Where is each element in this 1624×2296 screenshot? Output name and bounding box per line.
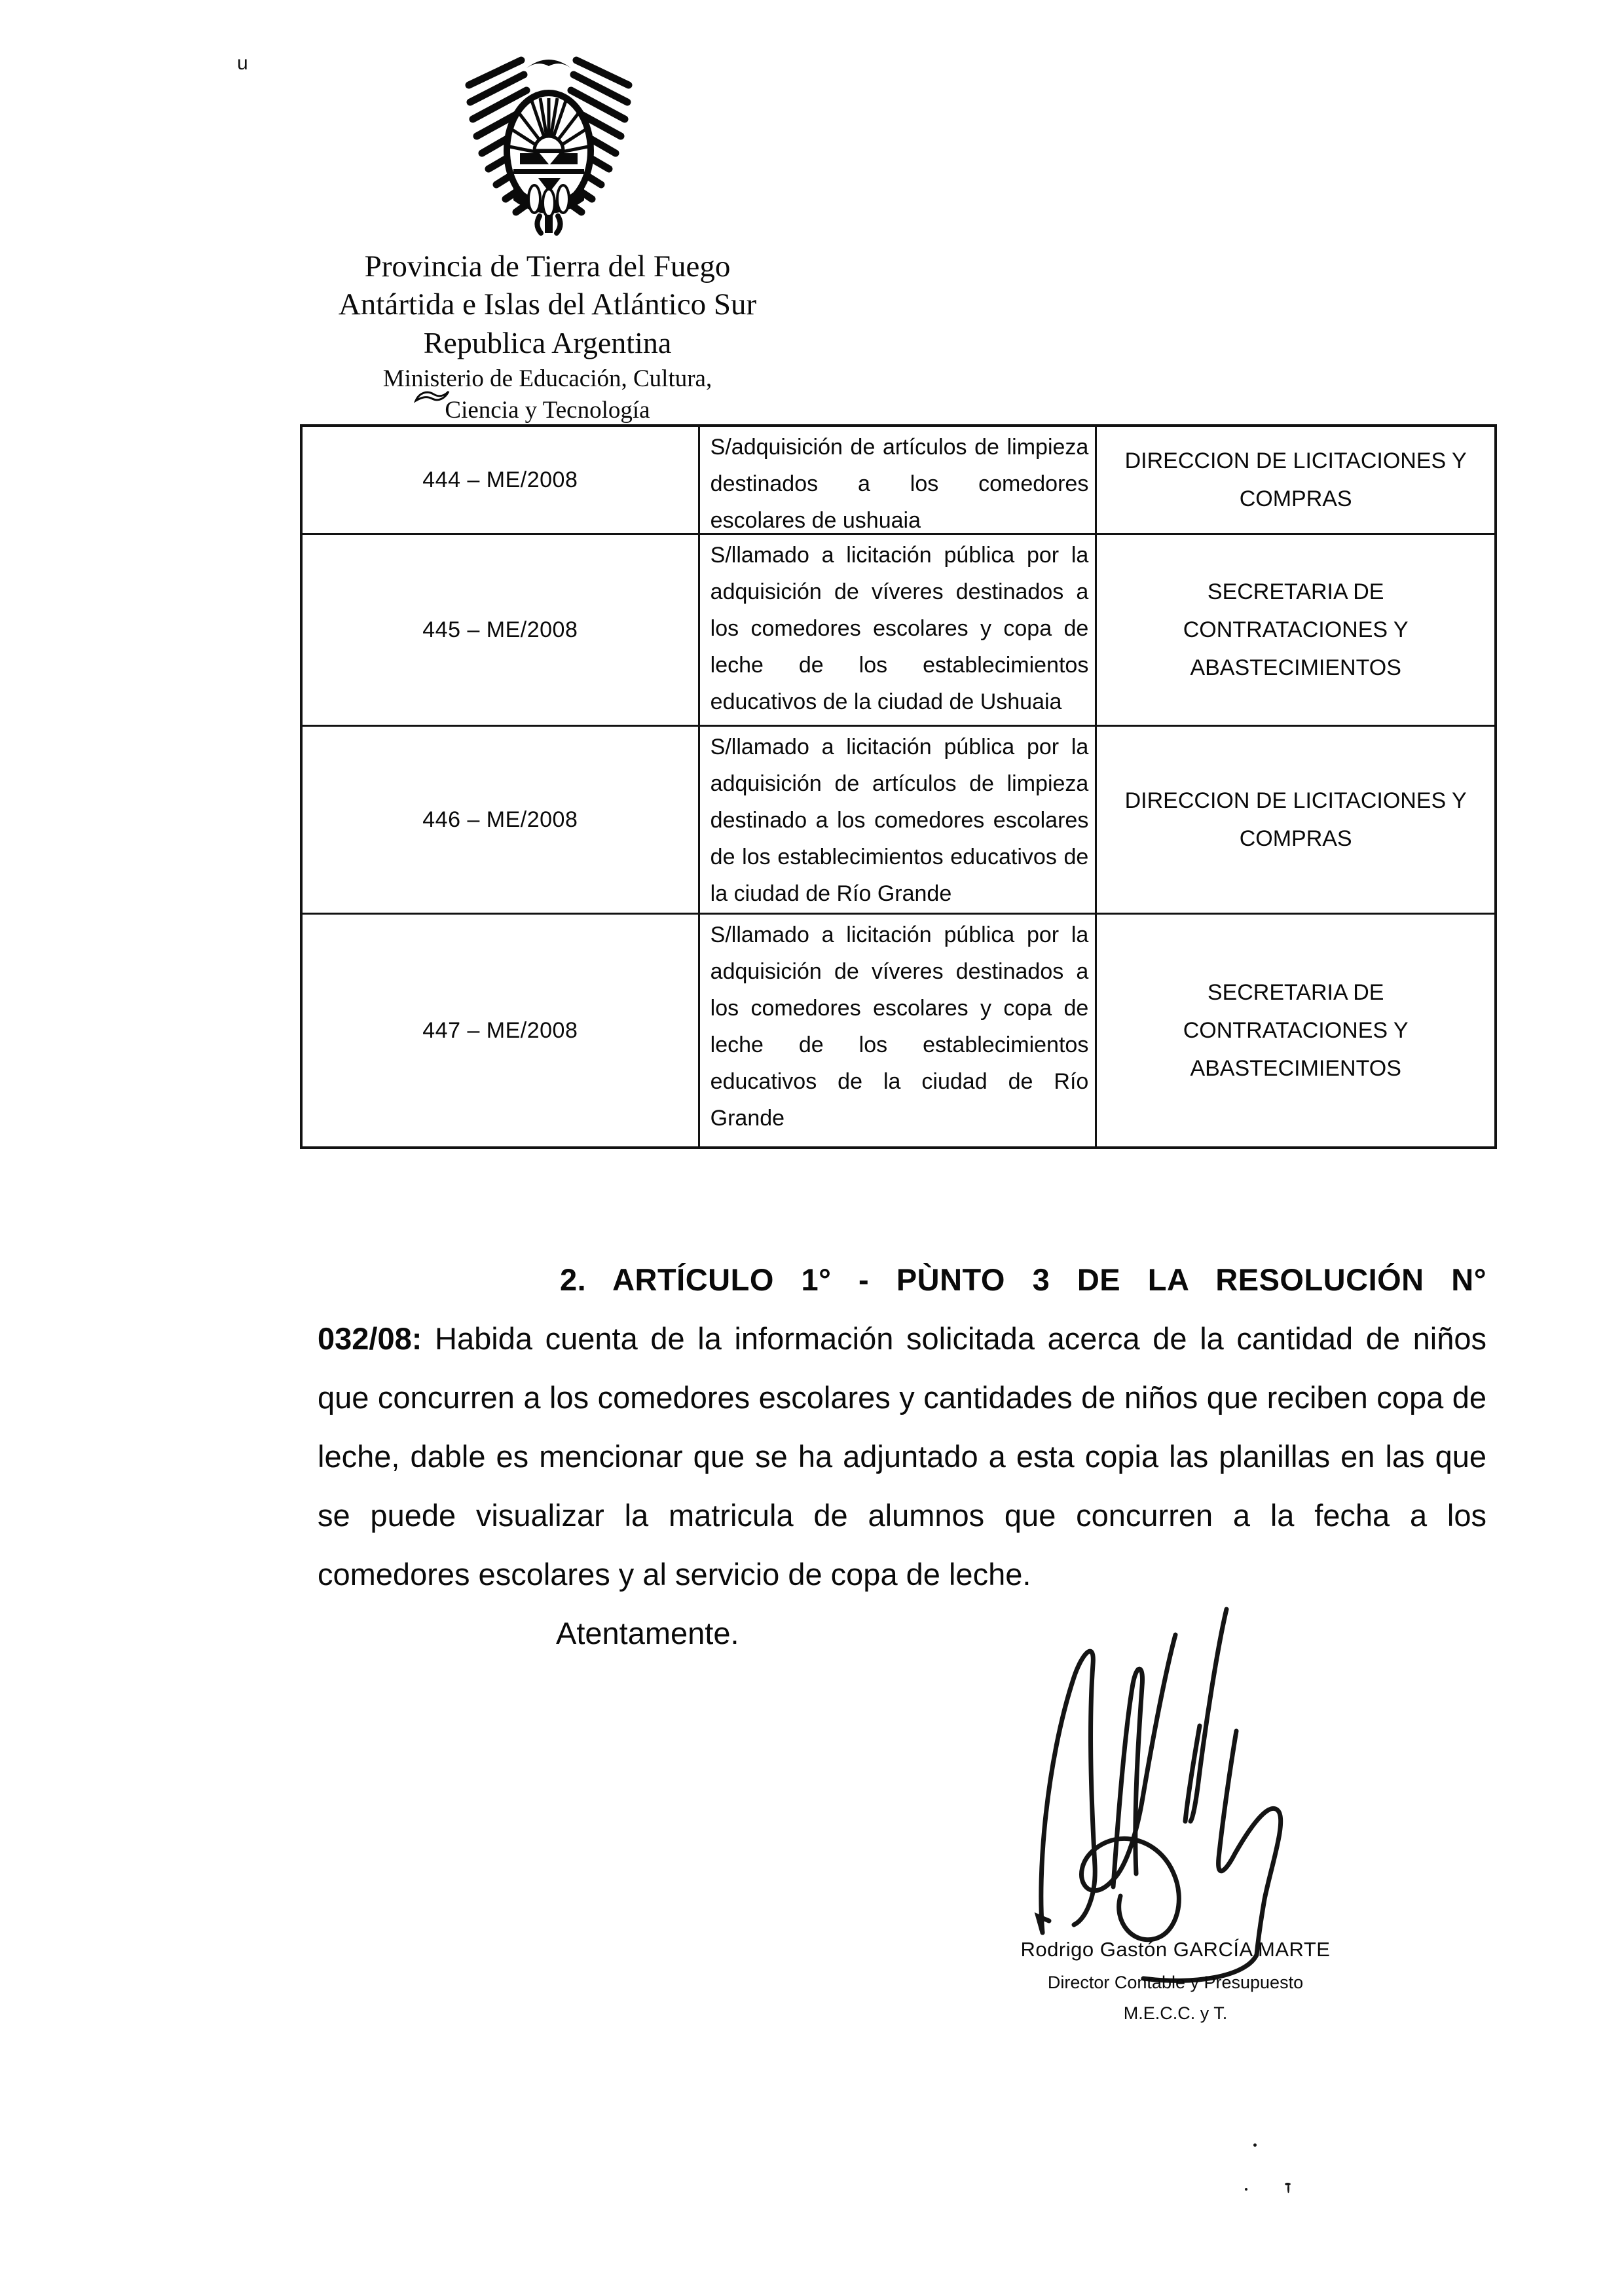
paragraph-heading: 2. ARTÍCULO 1° - PÙNTO 3 DE LA RESOLUCIÓN N° — [560, 1262, 1486, 1297]
scan-speck — [1253, 2143, 1257, 2147]
resolution-id-cell: 446 – ME/2008 — [303, 727, 700, 915]
letterhead-ministry-line2: Ciencia y Tecnología — [445, 397, 650, 424]
signatory-title: Director Contable y Presupuesto — [1047, 1973, 1304, 1992]
resolution-subject-cell: S/llamado a licitación pública por la adquisición de artículos de limpieza destinado a los comedores escolares de los establecimientos educativos de la ciudad de Río Grande — [700, 727, 1098, 915]
resolution-office-cell: DIRECCION DE LICITACIONES Y COMPRAS — [1097, 727, 1494, 915]
paragraph-lead-bold: 032/08: — [318, 1321, 422, 1356]
resolution-office-cell: SECRETARIA DE CONTRATACIONES Y ABASTECIMIENTOS — [1183, 980, 1409, 1081]
letterhead-territory: Antártida e Islas del Atlántico Sur — [338, 287, 757, 321]
scan-speck — [1245, 2188, 1247, 2191]
resolution-id-cell: 444 – ME/2008 — [303, 427, 700, 535]
resolution-subject-cell: S/adquisición de artículos de limpieza destinados a los comedores escolares de ushuaia — [700, 427, 1098, 535]
signature-block — [1018, 1933, 1333, 2028]
body-section — [318, 1250, 1486, 1663]
resolution-office-cell: SECRETARIA DE CONTRATACIONES Y ABASTECIMIENTOS — [1097, 535, 1494, 727]
scan-speck — [1287, 2184, 1289, 2193]
resolution-office-cell: DIRECCION DE LICITACIONES Y COMPRAS — [1097, 427, 1494, 535]
resolution-id-cell: 447 – ME/2008 — [303, 915, 700, 1146]
pen-squiggle-mark — [414, 389, 451, 405]
signatory-name: Rodrigo Gastón GARCÍA MARTE — [1020, 1938, 1331, 1961]
signatory-organization: M.E.C.C. y T. — [1123, 2003, 1228, 2023]
closing-salutation: Atentamente. — [556, 1616, 739, 1650]
letterhead-province: Provincia de Tierra del Fuego — [364, 249, 731, 283]
paragraph-text: Habida cuenta de la información solicitada acerca de la cantidad de niños que concurren a los comedores escolares y cantidades de niños que reciben copa de leche, dable es mencionar que se ha adjuntado a esta copia las planillas en las que se puede visualizar la matricula de alumnos que concurren a la fecha a los comedores escolares y al servicio de copa de leche. — [318, 1321, 1486, 1592]
letterhead-country: Republica Argentina — [423, 326, 672, 359]
resolution-subject-cell: S/llamado a licitación pública por la adquisición de víveres destinados a los comedores escolares y copa de leche de los establecimientos educativos de la ciudad de Ushuaia — [700, 535, 1098, 727]
letterhead-ministry-line1: Ministerio de Educación, Cultura, — [382, 365, 712, 392]
resolutions-table — [300, 424, 1497, 1149]
resolution-subject-cell: S/llamado a licitación pública por la adquisición de víveres destinados a los comedores escolares y copa de leche de los establecimientos educativos de la ciudad de Río Grande — [700, 915, 1098, 1146]
scan-artifact-mark: u — [237, 52, 248, 74]
letterhead — [272, 247, 822, 426]
body-paragraph — [318, 1309, 1486, 1604]
resolution-id-cell: 445 – ME/2008 — [303, 535, 700, 727]
coat-of-arms-icon — [464, 51, 634, 236]
